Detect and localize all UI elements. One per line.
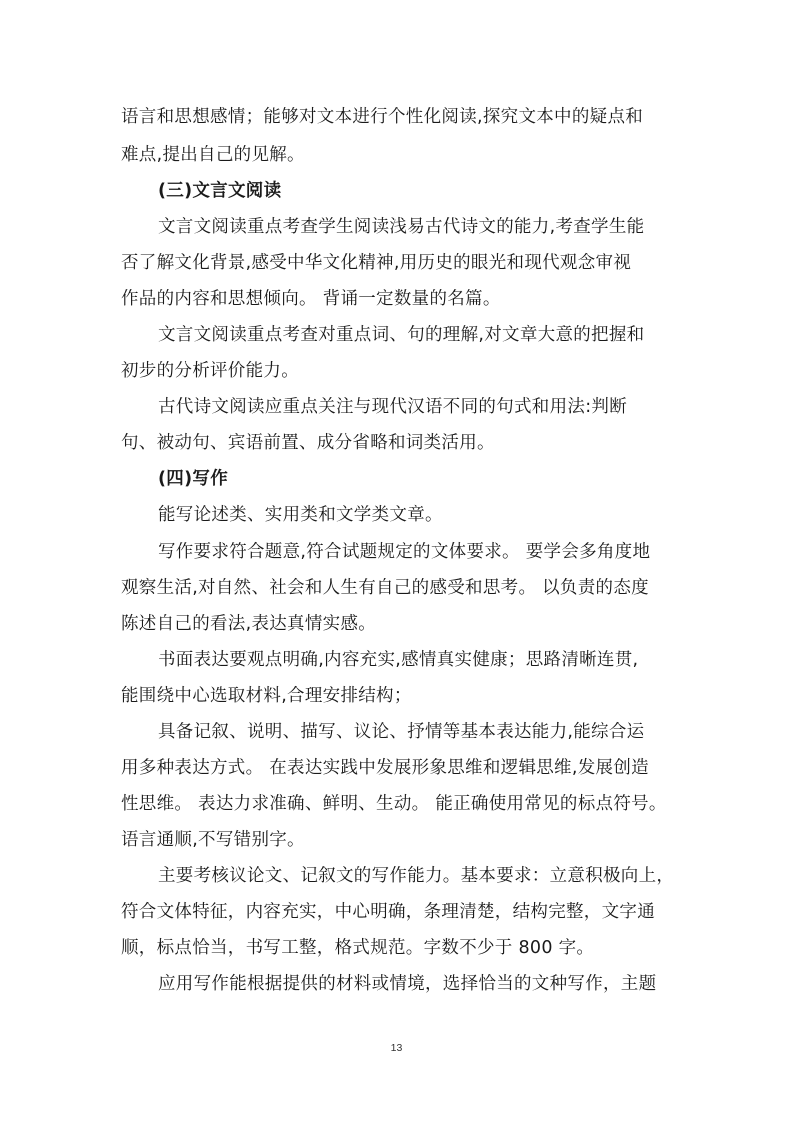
body-text-line: 语言和思想感情；能够对文本进行个性化阅读,探究文本中的疑点和	[121, 107, 644, 127]
body-text-line: 难点,提出自己的见解。	[121, 145, 305, 165]
body-text-line: 能围绕中心选取材料,合理安排结构；	[121, 686, 412, 706]
body-text-line: 语言通顺,不写错别字。	[121, 830, 305, 850]
section-heading-classical-chinese: (三)文言文阅读	[158, 181, 282, 201]
section-heading-writing: (四)写作	[158, 469, 228, 489]
body-text-line: 顺，标点恰当，书写工整，格式规范。字数不少于 800 字。	[121, 938, 595, 958]
body-text-line: 能写论述类、实用类和文学类文章。	[158, 505, 443, 525]
body-text-line: 作品的内容和思想倾向。 背诵一定数量的名篇。	[121, 289, 501, 309]
body-text-line: 否了解文化背景,感受中华文化精神,用历史的眼光和现代观念审视	[121, 253, 632, 273]
body-text-line: 书面表达要观点明确,内容充实,感情真实健康；思路清晰连贯,	[158, 650, 639, 670]
body-text-line: 文言文阅读重点考查学生阅读浅易古代诗文的能力,考查学生能	[158, 217, 645, 237]
body-text-line: 用多种表达方式。 在表达实践中发展形象思维和逻辑思维,发展创造	[121, 758, 649, 778]
body-text-line: 观察生活,对自然、社会和人生有自己的感受和思考。 以负责的态度	[121, 578, 649, 598]
body-text-line: 古代诗文阅读应重点关注与现代汉语不同的句式和用法:判断	[158, 397, 627, 417]
body-text-line: 主要考核议论文、记叙文的写作能力。基本要求：立意积极向上，	[158, 866, 675, 886]
body-text-line: 性思维。 表达力求准确、鲜明、生动。 能正确使用常见的标点符号。	[121, 794, 667, 814]
body-text-line: 具备记叙、说明、描写、议论、抒情等基本表达能力,能综合运	[158, 722, 645, 742]
page-number: 13	[390, 1042, 403, 1054]
body-text-line: 句、被动句、宾语前置、成分省略和词类活用。	[121, 433, 495, 453]
body-text-line: 陈述自己的看法,表达真情实感。	[121, 614, 377, 634]
body-text-line: 符合文体特征，内容充实，中心明确，条理清楚，结构完整，文字通	[121, 902, 655, 922]
body-text-line: 文言文阅读重点考查对重点词、句的理解,对文章大意的把握和	[158, 325, 645, 345]
body-text-line: 初步的分析评价能力。	[121, 361, 299, 381]
body-text-line: 写作要求符合题意,符合试题规定的文体要求。 要学会多角度地	[158, 542, 651, 562]
body-text-line: 应用写作能根据提供的材料或情境，选择恰当的文种写作，主题	[158, 974, 657, 994]
